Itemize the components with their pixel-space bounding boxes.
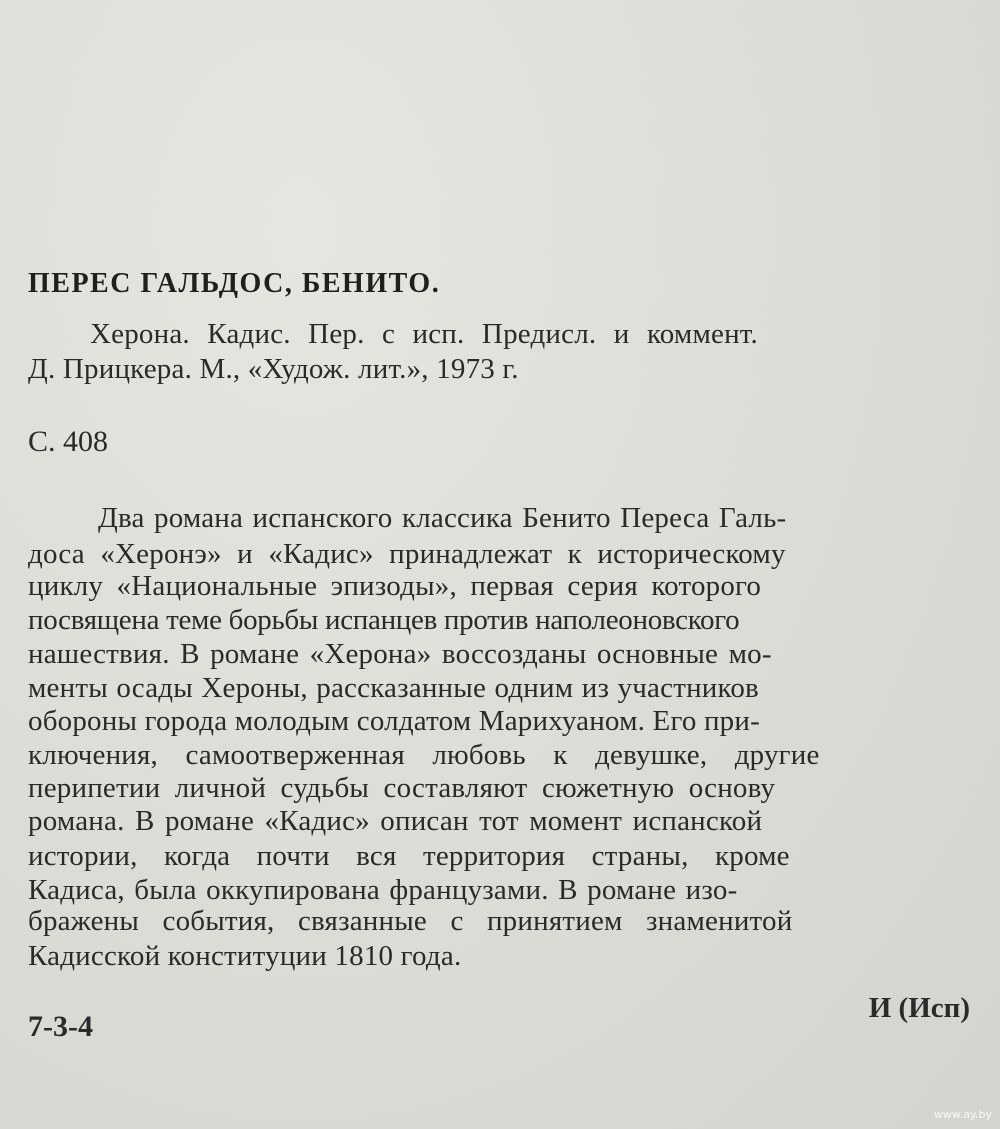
abstract-line: Кадиса, была оккупирована французами. В романе изо- — [28, 874, 738, 906]
biblio-line-1: Херона. Кадис. Пер. с исп. Предисл. и коммент. — [90, 318, 758, 350]
abstract-line: посвящена теме борьбы испанцев против наполеоновского — [28, 604, 740, 636]
abstract-line: Два романа испанского классика Бенито Переса Галь- — [98, 502, 787, 534]
abstract-line: истории, когда почти вся территория страны, кроме — [28, 840, 790, 872]
site-watermark: www.ay.by — [933, 1108, 992, 1121]
classification-code: 7-3-4 — [28, 1010, 93, 1043]
biblio-line-2: Д. Прицкера. М., «Худож. лит.», 1973 г. — [28, 353, 519, 385]
abstract-line: перипетии личной судьбы составляют сюжетную основу — [28, 772, 776, 804]
abstract-line: обороны города молодым солдатом Марихуаном. Его при- — [28, 705, 760, 737]
abstract-line: Кадисской конституции 1810 года. — [28, 940, 462, 972]
abstract-line: ключения, самоотверженная любовь к девушке, другие — [28, 739, 820, 771]
subject-code: И (Исп) — [868, 992, 970, 1024]
abstract-line: циклу «Национальные эпизоды», первая серия которого — [28, 570, 762, 602]
abstract-line: нашествия. В романе «Херона» воссозданы основные мо- — [28, 638, 772, 670]
author-heading: ПЕРЕС ГАЛЬДОС, БЕНИТО. — [28, 268, 441, 299]
abstract-line: бражены события, связанные с принятием знаменитой — [28, 905, 793, 937]
abstract-line: менты осады Хероны, рассказанные одним из участников — [28, 672, 759, 704]
abstract-line: романа. В романе «Кадис» описан тот момент испанской — [28, 805, 763, 837]
abstract-line: доса «Херонэ» и «Кадис» принадлежат к историческому — [28, 538, 786, 570]
page-count: С. 408 — [28, 425, 109, 458]
